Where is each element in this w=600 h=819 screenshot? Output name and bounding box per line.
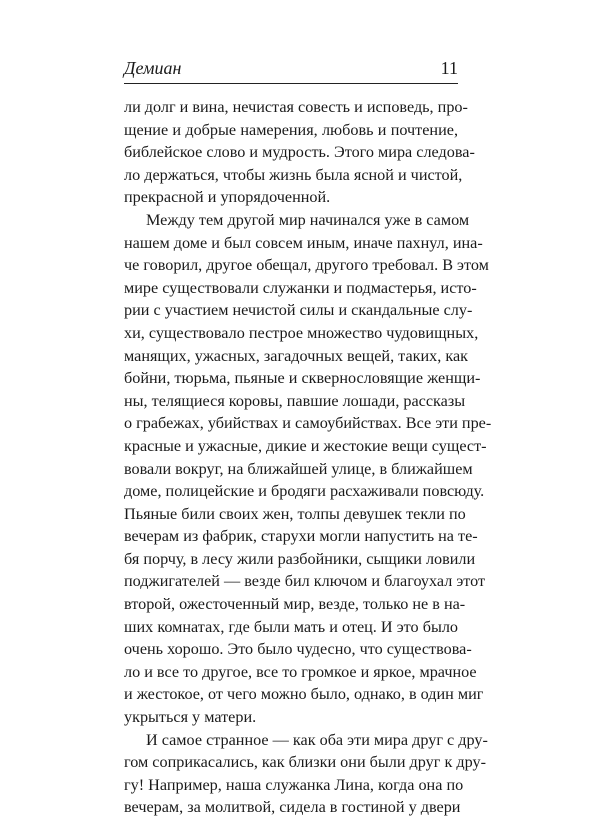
text-line: гом соприкасались, как близки они были друг к дру-: [124, 753, 486, 772]
text-line: вечерам из фабрик, старухи могли напустить на те-: [124, 527, 478, 546]
text-line: и жестокое, от чего можно было, однако, в один миг: [124, 685, 484, 704]
text-line: библейское слово и мудрость. Этого мира следова-: [124, 143, 475, 162]
text-line: вовали вокруг, на ближайшей улице, в ближайшем: [124, 459, 473, 478]
text-line: о грабежах, убийствах и самоубийствах. Все эти пре-: [124, 414, 492, 433]
text-line: бя порчу, в лесу жили разбойники, сыщики ловили: [124, 549, 476, 568]
text-line: вечерам, за молитвой, сидела в гостиной у двери: [124, 798, 461, 817]
text-line: очень хорошо. Это было чудесно, что существова-: [124, 640, 472, 659]
text-line: второй, ожесточенный мир, везде, только не в на-: [124, 595, 466, 614]
text-line: мире существовали служанки и подмастерья, исто-: [124, 278, 477, 297]
text-line: рии с участием нечистой силы и скандальные слу-: [124, 301, 473, 320]
text-line: ших комнатах, где были мать и отец. И это было: [124, 617, 458, 636]
text-line: Между тем другой мир начинался уже в самом: [146, 210, 470, 229]
body-text: [124, 96, 492, 819]
text-line: Пьяные били своих жен, толпы девушек текли по: [124, 504, 466, 523]
text-line: манящих, ужасных, загадочных вещей, таких, как: [124, 346, 469, 365]
text-line: прекрасной и упорядоченной.: [124, 188, 331, 207]
text-line: красные и ужасные, дикие и жестокие вещи сущест-: [124, 436, 487, 455]
text-line: гу! Например, наша служанка Лина, когда она по: [124, 775, 464, 794]
text-line: че говорил, другое обещал, другого требовал. В этом: [124, 256, 489, 275]
text-line: нашем доме и был совсем иным, иначе пахнул, ина-: [124, 233, 483, 252]
paragraph: [124, 209, 492, 729]
text-line: ло и все то другое, все то громкое и яркое, мрачное: [124, 662, 477, 681]
running-title: Демиан: [124, 58, 182, 78]
paragraph: [124, 96, 475, 209]
text-line: И самое странное — как оба эти мира друг с дру-: [146, 730, 488, 749]
text-line: щение и добрые намерения, любовь и почтение,: [124, 120, 458, 139]
text-line: ны, телящиеся коровы, павшие лошади, рассказы: [124, 391, 466, 410]
text-line: поджигателей — везде бил ключом и благоухал этот: [124, 572, 486, 591]
text-line: доме, полицейские и бродяги расхаживали повсюду.: [124, 482, 485, 501]
text-line: хи, существовало пестрое множество чудовищных,: [124, 323, 479, 342]
text-line: бойни, тюрьма, пьяные и сквернословящие женщи-: [124, 369, 481, 388]
text-line: ло держаться, чтобы жизнь была ясной и чистой,: [124, 165, 463, 184]
paragraph: [124, 729, 488, 819]
text-line: укрыться у матери.: [124, 708, 257, 727]
text-line: ли долг и вина, нечистая совесть и исповедь, про-: [124, 98, 468, 116]
header-divider: [124, 83, 458, 84]
page-number: 11: [440, 58, 458, 78]
page-header: [124, 56, 458, 84]
